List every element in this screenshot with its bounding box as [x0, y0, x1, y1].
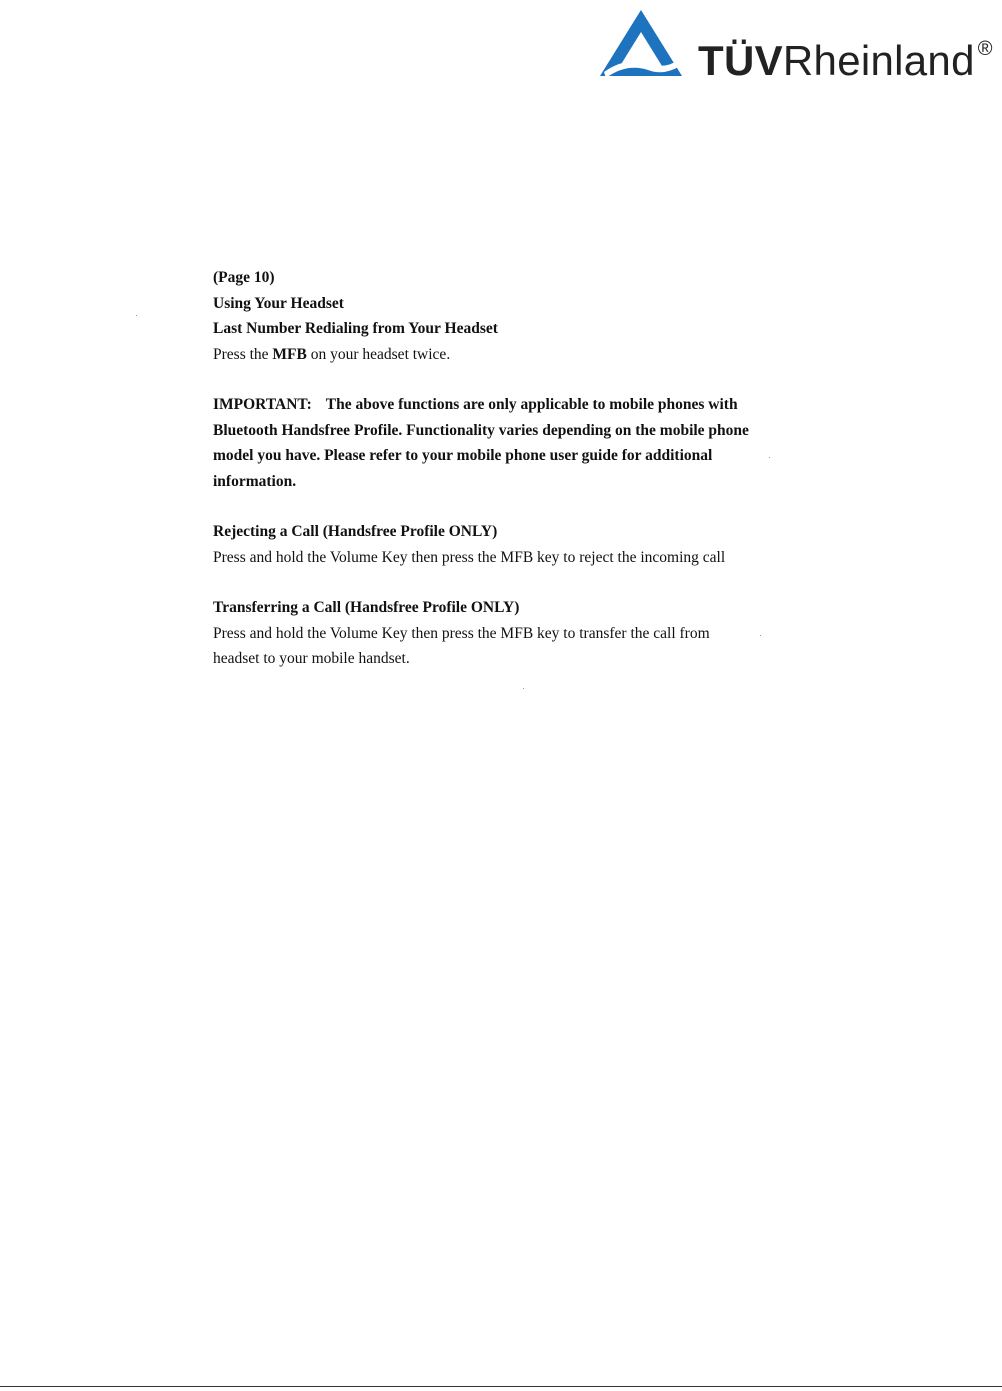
registered-mark: ®: [977, 38, 993, 60]
important-line-1: [213, 392, 813, 418]
section-title: Using Your Headset: [213, 294, 344, 312]
footer-tick: [986, 1386, 1002, 1387]
brand-part-2: Rheinland: [782, 37, 975, 84]
brand-name: [698, 24, 993, 86]
scan-speck: [136, 315, 137, 316]
scan-speck: [760, 635, 761, 636]
redial-text-start: Press the: [213, 345, 273, 363]
footer-rule: [0, 1386, 1002, 1387]
reject-text: Press and hold the Volume Key then press the MFB key to reject the incoming call: [213, 548, 726, 566]
page-reference: (Page 10): [213, 269, 275, 286]
tuv-triangle-icon: [598, 8, 684, 80]
scan-speck: [523, 688, 524, 689]
important-label: IMPORTANT:: [213, 396, 312, 413]
redial-text-end: on your headset twice.: [306, 345, 451, 363]
important-line-3: model you have. Please refer to your mobile phone user guide for additional: [213, 447, 713, 464]
transfer-line-2: headset to your mobile handset.: [213, 650, 410, 667]
important-text-1: The above functions are only applicable to mobile phones with: [325, 396, 738, 413]
important-line-4: information.: [213, 472, 297, 490]
transfer-title: Transferring a Call (Handsfree Profile ONLY): [213, 599, 520, 616]
redial-key: MFB: [272, 345, 307, 363]
redial-instruction: [213, 342, 813, 368]
tuv-rheinland-logo: [598, 8, 998, 84]
reject-title: Rejecting a Call (Handsfree Profile ONLY): [213, 523, 498, 540]
subsection-title: Last Number Redialing from Your Headset: [213, 320, 498, 337]
scan-speck: [769, 457, 770, 458]
important-line-2: Bluetooth Handsfree Profile. Functionality varies depending on the mobile phone: [213, 421, 749, 439]
brand-part-1: TÜV: [698, 37, 783, 84]
document-body: [213, 265, 813, 672]
transfer-line-1: Press and hold the Volume Key then press the MFB key to transfer the call from: [213, 624, 710, 642]
